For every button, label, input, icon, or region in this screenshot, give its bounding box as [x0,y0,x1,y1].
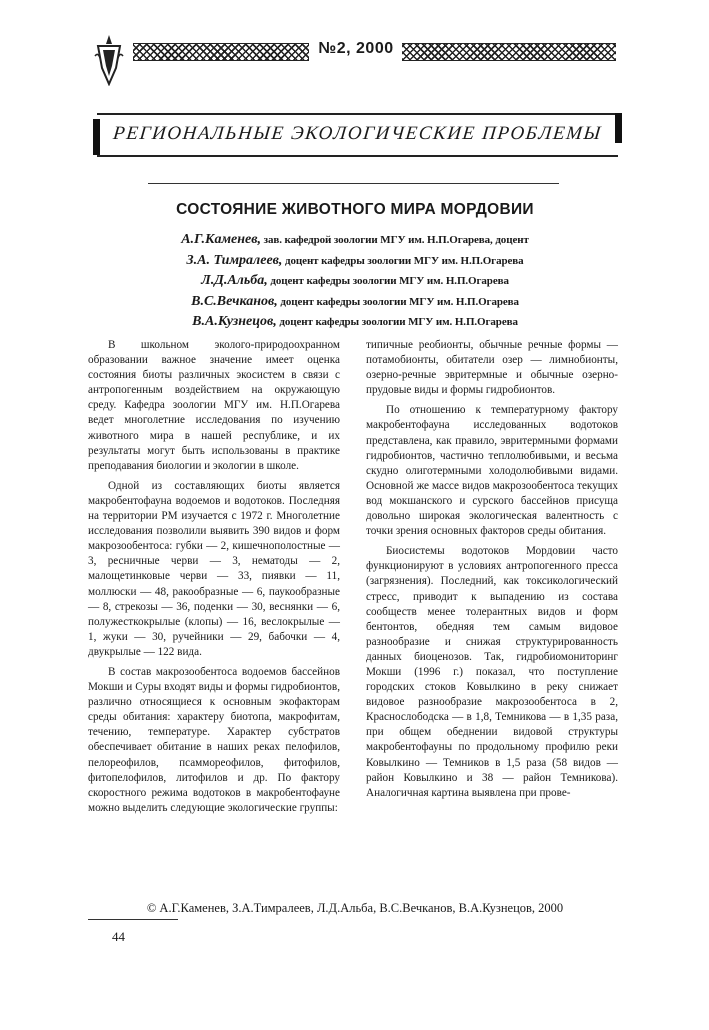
header-pattern-left [133,43,309,61]
author-name: Л.Д.Альба, [201,273,268,288]
banner-bar-left [93,119,100,155]
article-title: СОСТОЯНИЕ ЖИВОТНОГО МИРА МОРДОВИИ [176,201,534,218]
author-list [90,230,620,333]
paragraph: Биосистемы водотоков Мордовии часто функционируют в условиях антропогенного пресса (загрязнения). Последний, как токсикологический стресс, приводит к выпадению из состава сообществ менее толерантных видов и форм бентонтов, обедняя тем самым видовое разнообразие и снижая структурированность данных биоценозов. Так, гидробиомониторинг Мокши (1996 г.) показал, что поступление городских стоков Ковылкино в реку снижает видовое разнообразие макрозообентоса в 2, Краснослободска — в 1,8, Темникова — в 1,35 раза, при общем обеднении видовой структуры макробентофауны по продольному профилю реки Ковылкино — Темников в 1,5 раза (58 видов — район Ковылкино и 38 — район Темникова). Аналогичная картина выявлена при прове- [366,545,618,799]
author-affiliation: доцент кафедры зоологии МГУ им. Н.П.Огарева [267,275,509,287]
author-line [90,312,620,333]
author-name: В.С.Вечканов, [191,293,278,309]
page-number: 44 [112,929,125,944]
author-line [90,292,620,313]
author-affiliation: доцент кафедры зоологии МГУ им. Н.П.Огарева [277,295,519,308]
author-line [90,251,620,272]
author-affiliation: доцент кафедры зоологии МГУ им. Н.П.Огарева [276,316,518,328]
paragraph: типичные реобионты, обычные речные формы — потамобионты, обитатели озер — лимнобионты, озерно-речные эвритермные и обычные озерно-прудовые виды и формы гидробионтов. [366,339,618,397]
paragraph: В школьном эколого-природоохранном образовании важное значение имеет оценка состояния биоты различных экосистем в связи с антропогенным воздействием на окружающую среду. Кафедра зоологии МГУ им. Н.П.Огарева ведет многолетние исследования по изучению животного мира в нашей республике, и их результаты могут быть использованы в практике преподавания биологии и экологии в школе. [88,339,340,472]
journal-emblem-icon [94,34,124,86]
section-title: РЕГИОНАЛЬНЫЕ ЭКОЛОГИЧЕСКИЕ ПРОБЛЕМЫ [112,123,603,144]
author-affiliation: зав. кафедрой зоологии МГУ им. Н.П.Огарева, доцент [261,234,529,246]
issue-number: №2, 2000 [318,40,394,57]
title-divider [148,183,559,184]
footer-divider [88,919,178,920]
paragraph: По отношению к температурному фактору макробентофауна исследованных водотоков представлена, как правило, эвритермными формами гидробионтов, частично теплолюбивыми, и весьма скудно олиготермными холодолюбивыми видами. Основной же массе видов макрозообентоса текущих вод мокшанского и сурского бассейнов присуща довольно широкая экологическая валентность с точки зрения основных факторов среды обитания. [366,404,618,538]
author-line [90,230,620,251]
author-name: З.А. Тимралеев, [186,252,283,268]
section-banner [97,113,618,157]
paragraph: Одной из составляющих биоты является макробентофауна водоемов и водотоков. Последняя на территории РМ изучается с 1972 г. Многолетние исследования позволили выявить 390 видов и форм макрозообентоса: губки — 2, кишечнополостные — 3, ресничные черви — 3, нематоды — 2, малощетинковые черви — 33, пиявки — 11, моллюски — 48, ракообразные — 6, паукообразные — 8, стрекозы — 36, поденки — 30, веснянки — 6, полужесткокрылые (клопы) — 16, веслокрылые — 1, жуки — 30, ручейники — 29, бабочки — 4, двукрылые — 122 вида. [88,479,340,658]
banner-bar-right [615,113,622,143]
body-column-right [366,338,618,801]
body-column-left [88,338,340,816]
paragraph: В состав макрозообентоса водоемов бассейнов Мокши и Суры входят виды и формы гидробионтов, различно относящиеся к основным экофакторам среды обитания: характеру биотопа, макрофитам, течению, температуре. Характер субстратов обеспечивает обитание в наших реках пелофилов, пелореофилов, псаммореофилов, фитофилов, фитопелофилов, литофилов и др. По фактору скоростного режима водотоков в макробентофауне можно выделить следующие экологические группы: [88,665,340,814]
author-affiliation: доцент кафедры зоологии МГУ им. Н.П.Огарева [282,254,524,267]
header-pattern-right [402,43,616,61]
author-name: В.А.Кузнецов, [192,314,277,329]
copyright-notice: © А.Г.Каменев, З.А.Тимралеев, Л.Д.Альба, В.С.Вечканов, В.А.Кузнецов, 2000 [146,901,564,915]
author-name: А.Г.Каменев, [181,232,261,247]
author-line [90,271,620,292]
